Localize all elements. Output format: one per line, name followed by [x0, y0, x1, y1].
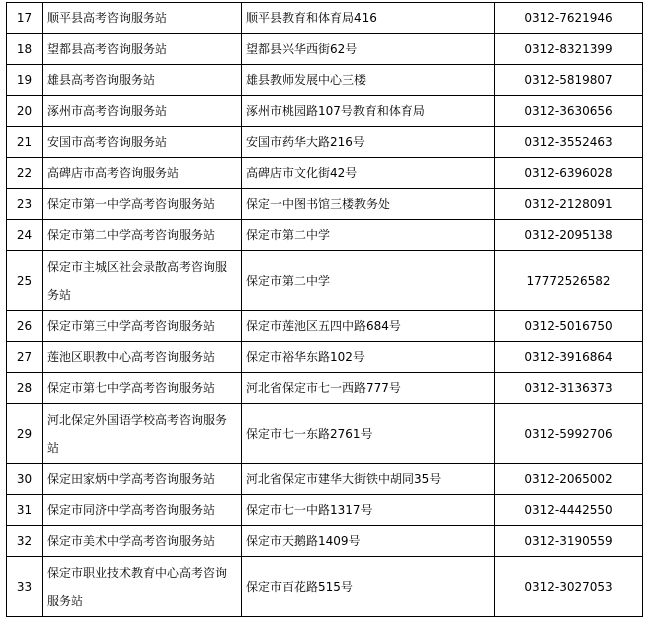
- station-phone: 0312-6396028: [495, 158, 643, 189]
- station-name: 河北保定外国语学校高考咨询服务站: [43, 404, 242, 464]
- station-phone: 0312-7621946: [495, 3, 643, 34]
- station-address: 保定一中图书馆三楼教务处: [242, 189, 495, 220]
- station-name: 保定市第三中学高考咨询服务站: [43, 311, 242, 342]
- table-row: [7, 3, 643, 34]
- station-address: 保定市百花路515号: [242, 557, 495, 617]
- station-name: 涿州市高考咨询服务站: [43, 96, 242, 127]
- row-number: 32: [7, 526, 43, 557]
- table-row: [7, 65, 643, 96]
- station-phone: 0312-3136373: [495, 373, 643, 404]
- station-phone: 0312-3552463: [495, 127, 643, 158]
- table-row: [7, 464, 643, 495]
- table-row: [7, 342, 643, 373]
- table-row: [7, 189, 643, 220]
- station-address: 高碑店市文化街42号: [242, 158, 495, 189]
- row-number: 24: [7, 220, 43, 251]
- station-address: 保定市七一东路2761号: [242, 404, 495, 464]
- table-row: [7, 311, 643, 342]
- table-row: [7, 220, 643, 251]
- station-address: 顺平县教育和体育局416: [242, 3, 495, 34]
- station-name: 保定市职业技术教育中心高考咨询服务站: [43, 557, 242, 617]
- station-phone: 0312-3916864: [495, 342, 643, 373]
- station-address: 河北省保定市建华大街铁中胡同35号: [242, 464, 495, 495]
- table-row: [7, 96, 643, 127]
- table-row: [7, 34, 643, 65]
- station-name: 保定市第一中学高考咨询服务站: [43, 189, 242, 220]
- row-number: 28: [7, 373, 43, 404]
- station-address: 保定市裕华东路102号: [242, 342, 495, 373]
- row-number: 18: [7, 34, 43, 65]
- station-address: 保定市天鹅路1409号: [242, 526, 495, 557]
- station-phone: 0312-2128091: [495, 189, 643, 220]
- table-row: [7, 495, 643, 526]
- row-number: 26: [7, 311, 43, 342]
- row-number: 25: [7, 251, 43, 311]
- row-number: 20: [7, 96, 43, 127]
- station-name: 保定市第二中学高考咨询服务站: [43, 220, 242, 251]
- station-phone: 0312-3190559: [495, 526, 643, 557]
- station-address: 保定市莲池区五四中路684号: [242, 311, 495, 342]
- table-row: [7, 127, 643, 158]
- row-number: 27: [7, 342, 43, 373]
- table-row: [7, 251, 643, 311]
- row-number: 30: [7, 464, 43, 495]
- station-phone: 0312-3630656: [495, 96, 643, 127]
- station-phone: 0312-2065002: [495, 464, 643, 495]
- service-station-table: [6, 2, 643, 617]
- station-phone: 0312-5819807: [495, 65, 643, 96]
- table-row: [7, 404, 643, 464]
- station-address: 保定市七一中路1317号: [242, 495, 495, 526]
- station-name: 望都县高考咨询服务站: [43, 34, 242, 65]
- station-address: 安国市药华大路216号: [242, 127, 495, 158]
- station-phone: 0312-2095138: [495, 220, 643, 251]
- row-number: 33: [7, 557, 43, 617]
- row-number: 21: [7, 127, 43, 158]
- station-phone: 0312-3027053: [495, 557, 643, 617]
- station-name: 保定田家炳中学高考咨询服务站: [43, 464, 242, 495]
- station-phone: 0312-5016750: [495, 311, 643, 342]
- table-row: [7, 373, 643, 404]
- row-number: 31: [7, 495, 43, 526]
- station-address: 涿州市桃园路107号教育和体育局: [242, 96, 495, 127]
- row-number: 19: [7, 65, 43, 96]
- station-address: 望都县兴华西街62号: [242, 34, 495, 65]
- station-address: 河北省保定市七一西路777号: [242, 373, 495, 404]
- station-name: 保定市第七中学高考咨询服务站: [43, 373, 242, 404]
- station-name: 保定市主城区社会录散高考咨询服务站: [43, 251, 242, 311]
- station-phone: 0312-5992706: [495, 404, 643, 464]
- station-name: 保定市同济中学高考咨询服务站: [43, 495, 242, 526]
- station-phone: 0312-4442550: [495, 495, 643, 526]
- station-address: 保定市第二中学: [242, 220, 495, 251]
- row-number: 22: [7, 158, 43, 189]
- table-row: [7, 158, 643, 189]
- station-phone: 17772526582: [495, 251, 643, 311]
- station-address: 保定市第二中学: [242, 251, 495, 311]
- row-number: 17: [7, 3, 43, 34]
- row-number: 29: [7, 404, 43, 464]
- station-phone: 0312-8321399: [495, 34, 643, 65]
- station-name: 莲池区职教中心高考咨询服务站: [43, 342, 242, 373]
- station-name: 保定市美术中学高考咨询服务站: [43, 526, 242, 557]
- station-name: 安国市高考咨询服务站: [43, 127, 242, 158]
- station-name: 雄县高考咨询服务站: [43, 65, 242, 96]
- station-address: 雄县教师发展中心三楼: [242, 65, 495, 96]
- station-name: 顺平县高考咨询服务站: [43, 3, 242, 34]
- station-name: 高碑店市高考咨询服务站: [43, 158, 242, 189]
- row-number: 23: [7, 189, 43, 220]
- table-row: [7, 526, 643, 557]
- table-row: [7, 557, 643, 617]
